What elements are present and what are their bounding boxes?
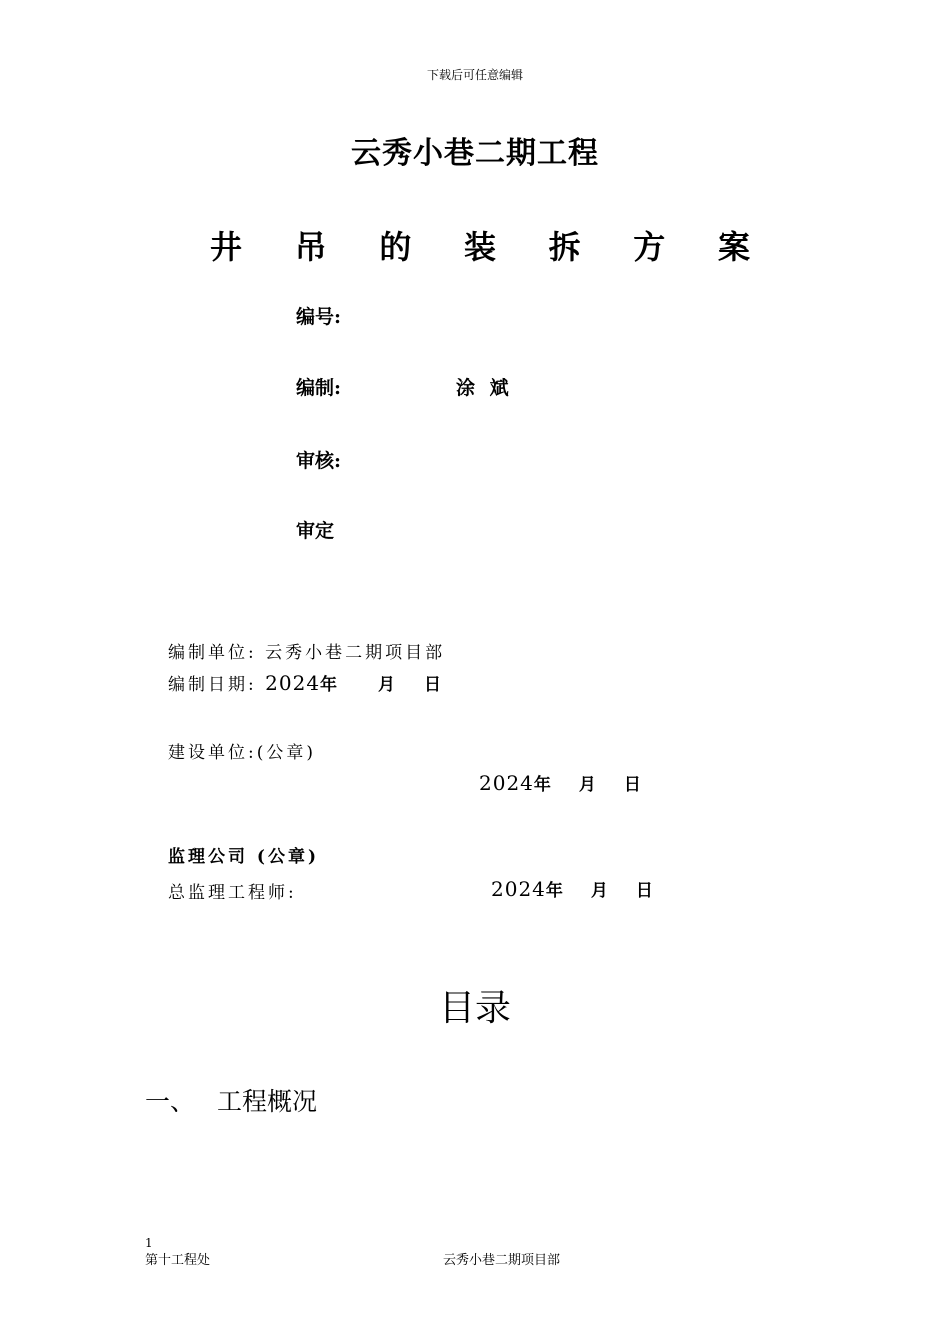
supervisor-line: 监理公司 (公章) <box>168 847 320 867</box>
approve-field <box>296 516 334 543</box>
chief-engineer-date <box>491 876 655 901</box>
builder-line: 建设单位:(公章) <box>168 743 316 763</box>
day-char: 日 <box>623 775 643 795</box>
header-note: 下载后可任意编辑 <box>426 68 523 82</box>
compiled-field <box>296 373 513 400</box>
compiling-date-label: 编制日期: <box>168 675 257 695</box>
number-field <box>296 302 341 329</box>
toc-title: 目录 <box>438 988 511 1029</box>
subtitle-char: 拆 <box>548 228 581 266</box>
subtitle-char: 吊 <box>294 228 327 266</box>
year-char: 年 <box>320 675 341 695</box>
section-number: 一、 <box>145 1087 196 1116</box>
builder-year: 2024 <box>479 771 534 795</box>
month-char: 月 <box>590 881 610 901</box>
builder-date <box>479 770 643 795</box>
approve-label: 审定 <box>296 520 335 542</box>
year-char: 年 <box>545 881 565 901</box>
day-char: 日 <box>424 675 445 695</box>
subtitle-char: 案 <box>717 228 750 266</box>
chief-engineer-label: 总监理工程师: <box>168 883 297 903</box>
subtitle-char: 井 <box>210 228 243 266</box>
compiled-label: 编制: <box>296 377 342 399</box>
section-heading <box>145 1082 317 1118</box>
compiling-unit-value: 云秀小巷二期项目部 <box>265 643 446 663</box>
day-char: 日 <box>635 881 655 901</box>
chief-year: 2024 <box>491 877 546 901</box>
section-label: 工程概况 <box>217 1087 318 1116</box>
document-title: 云秀小巷二期工程 <box>351 136 599 171</box>
footer-left: 第十工程处 <box>145 1253 211 1268</box>
year-char: 年 <box>533 775 553 795</box>
number-label: 编号: <box>296 306 342 328</box>
month-char: 月 <box>578 775 598 795</box>
compiling-year: 2024 <box>265 671 321 695</box>
document-subtitle <box>210 222 750 268</box>
subtitle-char: 装 <box>463 228 496 266</box>
compiling-unit-line <box>168 638 445 663</box>
subtitle-char: 的 <box>379 228 412 266</box>
month-char: 月 <box>378 675 399 695</box>
review-field <box>296 446 341 473</box>
subtitle-char: 方 <box>633 228 666 266</box>
footer-right: 云秀小巷二期项目部 <box>443 1253 561 1268</box>
compiled-value: 涂 斌 <box>456 377 513 399</box>
compiling-date-line <box>168 670 444 695</box>
compiling-unit-label: 编制单位: <box>168 643 257 663</box>
review-label: 审核: <box>296 450 342 472</box>
page-number: 1 <box>145 1236 153 1250</box>
